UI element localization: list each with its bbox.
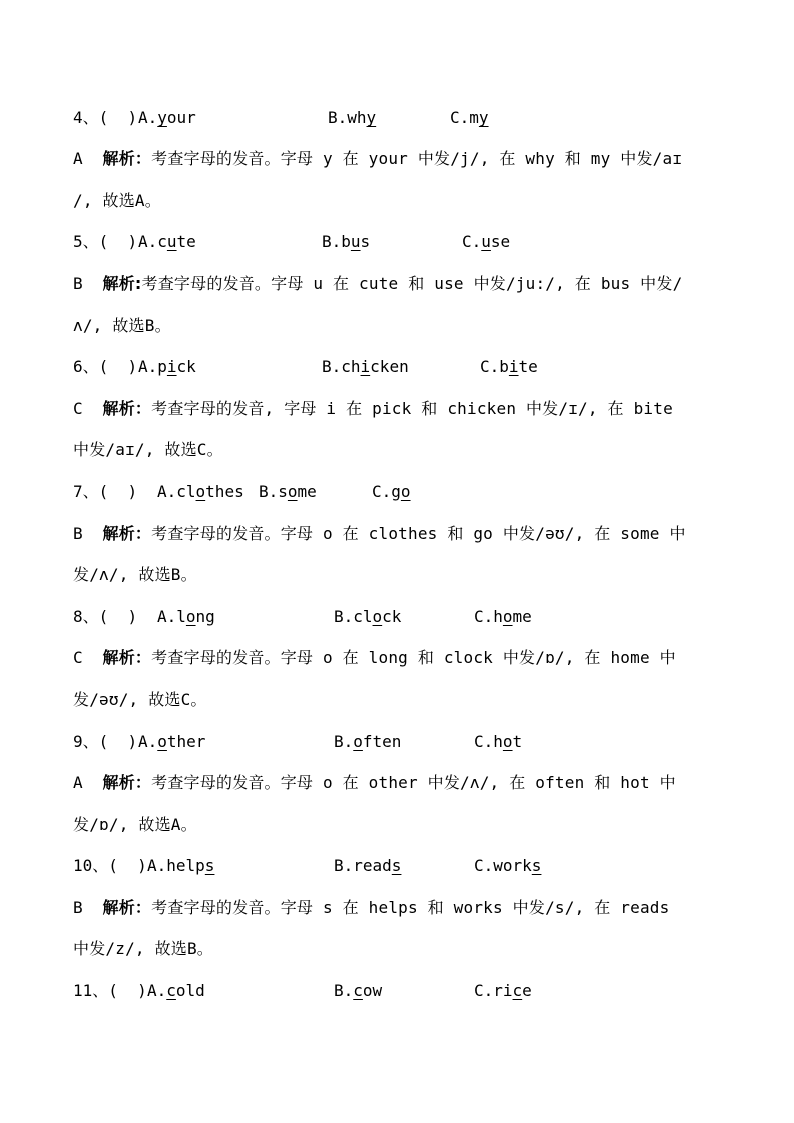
question-number: 5、( ) <box>73 232 138 251</box>
answer-8 <box>73 648 676 668</box>
option-b: B.clock <box>334 607 402 626</box>
question-number: 6、( ) <box>73 357 138 376</box>
explanation-line-1: 考查字母的发音。字母 o 在 other 中发/ʌ/, 在 often 和 hot 中 <box>151 773 676 792</box>
explanation-line-1: 考查字母的发音。字母 o 在 clothes 和 go 中发/əʊ/, 在 some 中 <box>151 524 686 543</box>
question-number: 11、( ) <box>73 981 147 1000</box>
option-b: B.reads <box>334 856 402 875</box>
option-c: C.go <box>372 482 411 501</box>
analysis-label: 解析： <box>102 149 152 168</box>
analysis-label: 解析: <box>102 274 142 293</box>
explanation-line-2: /, 故选A。 <box>73 191 161 210</box>
explanation-line-2: ʌ/, 故选B。 <box>73 316 171 335</box>
option-b: B.chicken <box>322 357 409 376</box>
answer-letter: C <box>73 399 83 418</box>
option-c: C.hot <box>474 732 523 751</box>
explanation-line-2: 发/əʊ/, 故选C。 <box>73 690 207 709</box>
answer-10 <box>73 898 669 918</box>
explanation-line-2: 发/ʌ/, 故选B。 <box>73 565 197 584</box>
answer-6 <box>73 399 673 419</box>
explanation-line-1: 考查字母的发音。字母 y 在 your 中发/j/, 在 why 和 my 中发/aɪ <box>151 149 683 168</box>
option-b: B.often <box>334 732 402 751</box>
option-b: B.cow <box>334 981 383 1000</box>
explanation-line-1: 考查字母的发音。字母 o 在 long 和 clock 中发/ɒ/, 在 home 中 <box>151 648 676 667</box>
option-a: A.cute <box>138 232 196 251</box>
answer-5-cont <box>73 316 171 336</box>
answer-letter: B <box>73 524 83 543</box>
answer-7-cont <box>73 565 197 585</box>
answer-10-cont <box>73 939 213 959</box>
option-a: A.other <box>138 732 206 751</box>
answer-4 <box>73 149 682 169</box>
question-number: 10、( ) <box>73 856 147 875</box>
answer-5 <box>73 274 682 294</box>
option-a: A.long <box>157 607 215 626</box>
option-b: B.bus <box>322 232 371 251</box>
option-c: C.my <box>450 108 489 127</box>
explanation-line-2: 发/ɒ/, 故选A。 <box>73 815 197 834</box>
question-number: 8、( ) <box>73 607 157 626</box>
option-b: B.why <box>328 108 377 127</box>
question-number: 9、( ) <box>73 732 138 751</box>
explanation-line-1: 考查字母的发音, 字母 i 在 pick 和 chicken 中发/ɪ/, 在 bite <box>151 399 673 418</box>
option-c: C.works <box>474 856 542 875</box>
answer-6-cont <box>73 440 223 460</box>
option-a: A.clothes <box>157 482 244 501</box>
question-number: 7、( ) <box>73 482 157 501</box>
explanation-line-2: 中发/z/, 故选B。 <box>73 939 213 958</box>
explanation-line-2: 中发/aɪ/, 故选C。 <box>73 440 223 459</box>
answer-letter: C <box>73 648 83 667</box>
explanation-line-1: 考查字母的发音。字母 u 在 cute 和 use 中发/ju:/, 在 bus 中发/ <box>141 274 683 293</box>
question-number: 4、( ) <box>73 108 138 127</box>
answer-4-cont <box>73 191 161 211</box>
analysis-label: 解析： <box>102 898 152 917</box>
analysis-label: 解析： <box>102 773 152 792</box>
analysis-label: 解析： <box>102 524 152 543</box>
question-11 <box>73 981 532 1081</box>
answer-8-cont <box>73 690 207 710</box>
option-a: A.your <box>138 108 196 127</box>
option-a: A.pick <box>138 357 196 376</box>
option-a: A.cold <box>147 981 205 1000</box>
answer-letter: A <box>73 773 83 792</box>
answer-letter: A <box>73 149 83 168</box>
explanation-line-1: 考查字母的发音。字母 s 在 helps 和 works 中发/s/, 在 reads <box>151 898 670 917</box>
option-c: C.rice <box>474 981 532 1000</box>
answer-letter: B <box>73 274 83 293</box>
option-a: A.helps <box>147 856 215 875</box>
option-c: C.use <box>462 232 511 251</box>
option-c: C.home <box>474 607 532 626</box>
option-c: C.bite <box>480 357 538 376</box>
answer-9-cont <box>73 815 197 835</box>
option-b: B.some <box>259 482 317 501</box>
answer-7 <box>73 524 686 544</box>
analysis-label: 解析： <box>102 399 152 418</box>
analysis-label: 解析： <box>102 648 152 667</box>
answer-letter: B <box>73 898 83 917</box>
answer-9 <box>73 773 676 793</box>
